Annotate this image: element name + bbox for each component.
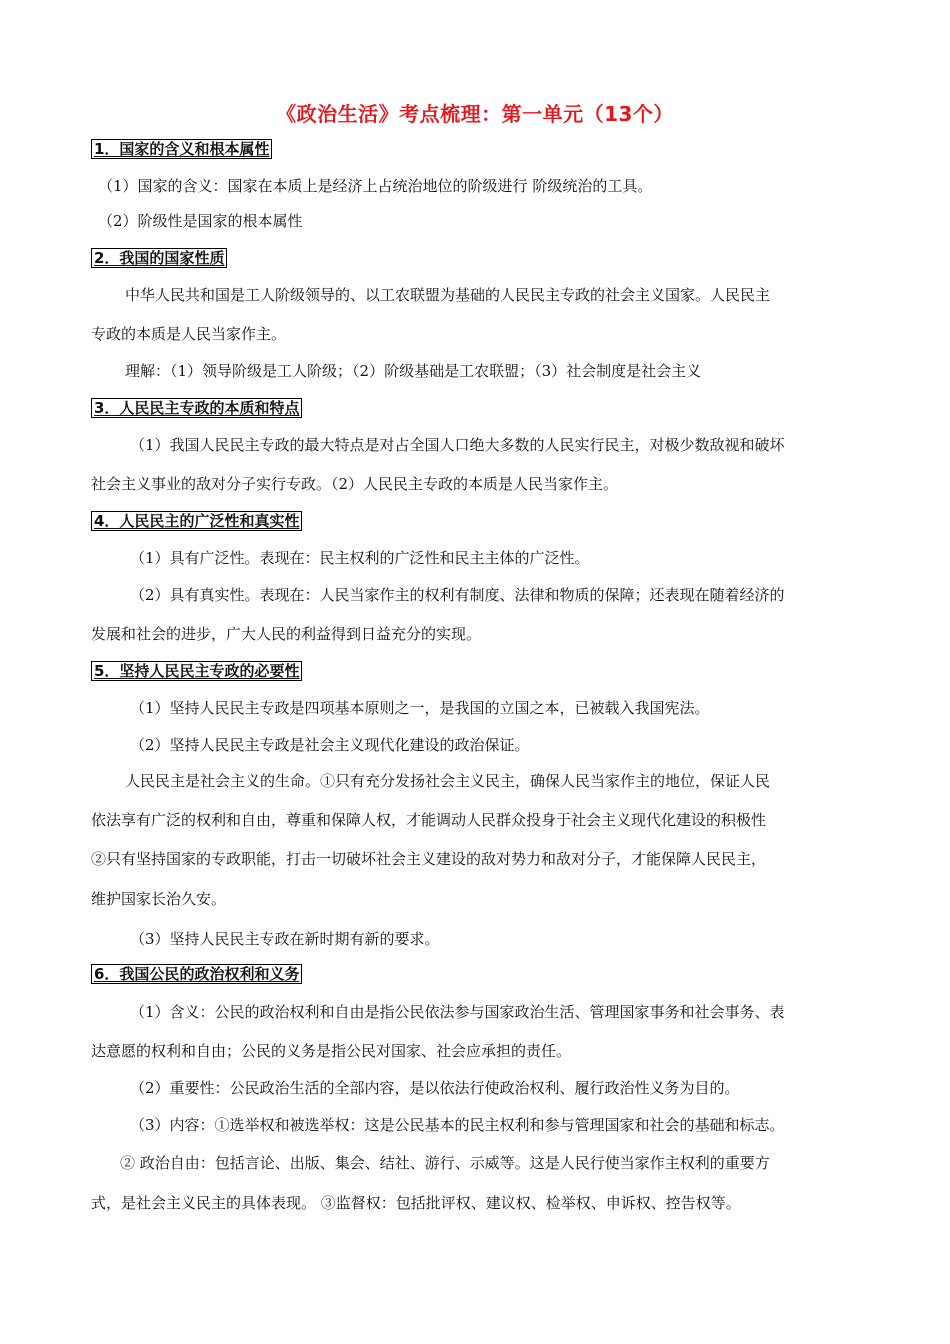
- section-4-line-3: 发展和社会的进步，广大人民的利益得到日益充分的实现。: [91, 625, 482, 643]
- section-5-line-4: 依法享有广泛的权利和自由，尊重和保障人权，才能调动人民群众投身于社会主义现代化建设的积极性: [91, 811, 767, 829]
- section-3-line-2: 社会主义事业的敌对分子实行专政。（2）人民民主专政的本质是人民当家作主。: [91, 475, 619, 493]
- section-5-heading: 5．坚持人民民主专政的必要性: [91, 661, 302, 681]
- section-6-line-6: 式，是社会主义民主的具体表现。 ③监督权：包括批评权、建议权、检举权、申诉权、控告权等。: [91, 1194, 741, 1212]
- section-6-line-1: （1）含义：公民的政治权利和自由是指公民依法参与国家政治生活、管理国家事务和社会事务、表: [130, 1003, 785, 1021]
- section-2-line-2: 专政的本质是人民当家作主。: [91, 325, 287, 343]
- section-2-line-3: 理解：（1）领导阶级是工人阶级；（2）阶级基础是工农联盟；（3）社会制度是社会主义: [125, 362, 702, 380]
- section-3-heading: 3．人民民主专政的本质和特点: [91, 398, 302, 418]
- section-1-heading: 1．国家的含义和根本属性: [91, 139, 272, 159]
- section-2-heading: 2．我国的国家性质: [91, 248, 227, 268]
- section-6-line-5: ② 政治自由：包括言论、出版、集会、结社、游行、示威等。这是人民行使当家作主权利的重要方: [120, 1154, 770, 1172]
- section-4-line-2: （2）具有真实性。表现在：人民当家作主的权利有制度、法律和物质的保障；还表现在随着经济的: [130, 586, 785, 604]
- section-6-heading: 6．我国公民的政治权利和义务: [91, 964, 302, 984]
- section-5-line-6: 维护国家长治久安。: [91, 890, 227, 908]
- section-1-line-2: （2）阶级性是国家的根本属性: [98, 212, 303, 230]
- section-5-line-2: （2）坚持人民民主专政是社会主义现代化建设的政治保证。: [130, 736, 530, 754]
- section-6-line-4: （3）内容：①选举权和被选举权：这是公民基本的民主权利和参与管理国家和社会的基础和标志。: [130, 1116, 785, 1134]
- section-3-line-1: （1）我国人民民主专政的最大特点是对占全国人口绝大多数的人民实行民主，对极少数敌视和破坏: [130, 436, 785, 454]
- section-4-line-1: （1）具有广泛性。表现在：民主权利的广泛性和民主主体的广泛性。: [130, 549, 590, 567]
- section-5-line-5: ②只有坚持国家的专政职能，打击一切破坏社会主义建设的敌对势力和敌对分子，才能保障人民民主，: [91, 850, 767, 868]
- section-4-heading: 4．人民民主的广泛性和真实性: [91, 511, 302, 531]
- section-6-line-3: （2）重要性：公民政治生活的全部内容，是以依法行使政治权利、履行政治性义务为目的。: [130, 1079, 740, 1097]
- section-5-line-3: 人民民主是社会主义的生命。①只有充分发扬社会主义民主，确保人民当家作主的地位，保证人民: [125, 772, 771, 790]
- section-2-line-1: 中华人民共和国是工人阶级领导的、以工农联盟为基础的人民民主专政的社会主义国家。人民民主: [125, 286, 771, 304]
- page-title: 《政治生活》考点梳理：第一单元（13个）: [276, 102, 674, 126]
- section-6-line-2: 达意愿的权利和自由；公民的义务是指公民对国家、社会应承担的责任。: [91, 1042, 572, 1060]
- section-1-line-1: （1）国家的含义：国家在本质上是经济上占统治地位的阶级进行 阶级统治的工具。: [98, 177, 653, 195]
- section-5-line-1: （1）坚持人民民主专政是四项基本原则之一，是我国的立国之本，已被载入我国宪法。: [130, 699, 710, 717]
- section-5-line-7: （3）坚持人民民主专政在新时期有新的要求。: [130, 930, 440, 948]
